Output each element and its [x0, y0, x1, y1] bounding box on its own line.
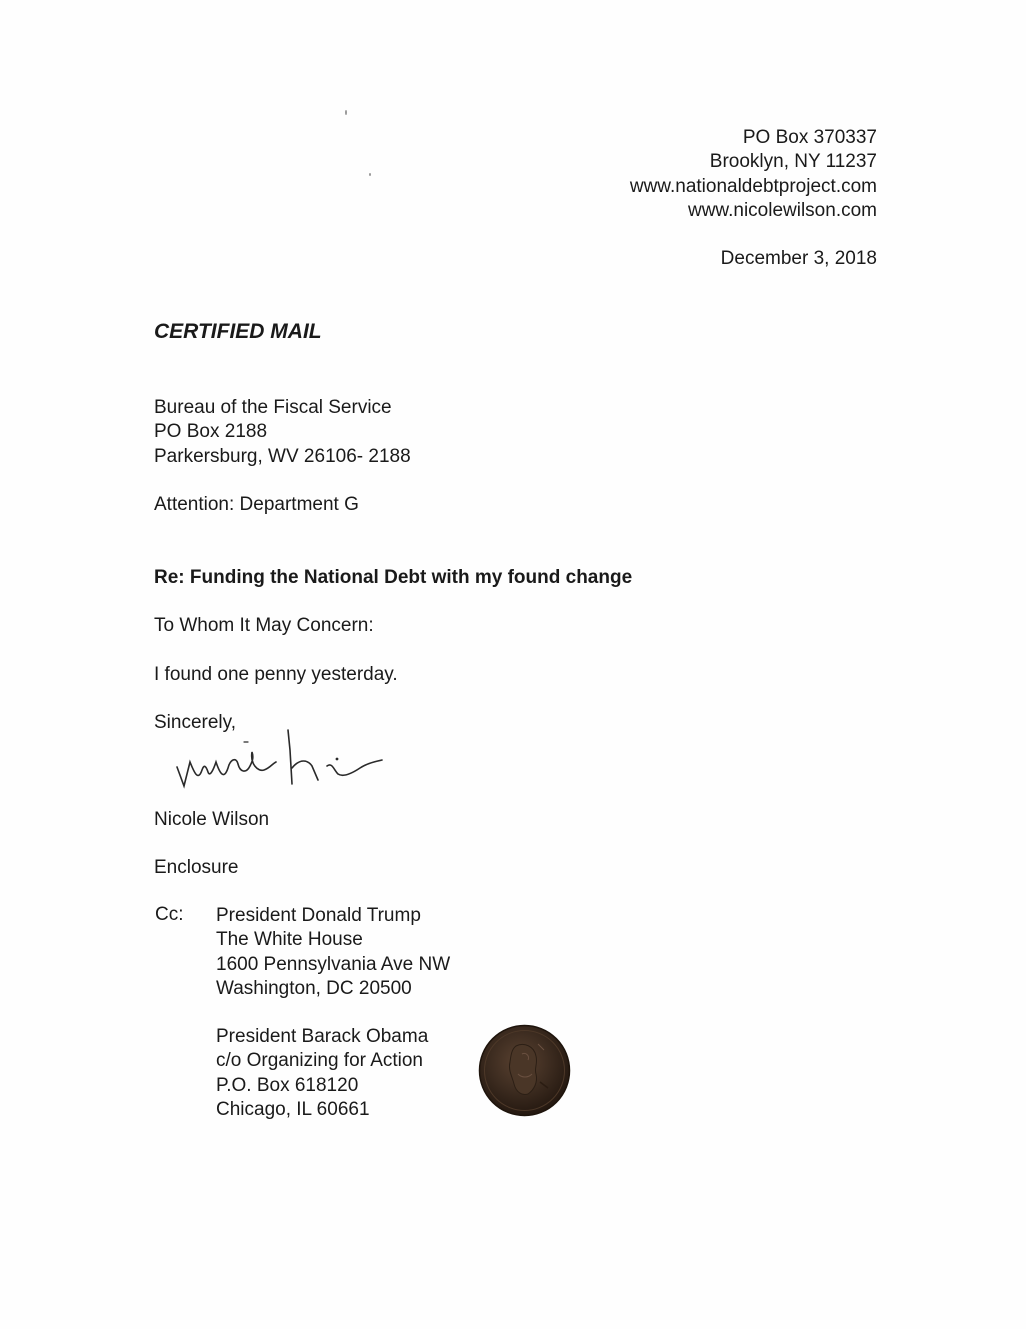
subject-line: Re: Funding the National Debt with my found change [154, 567, 633, 588]
penny-coin-icon [478, 1024, 571, 1117]
cc-recipient-line: 1600 Pennsylvania Ave NW [216, 953, 451, 975]
body-text: I found one penny yesterday. [154, 664, 398, 685]
cc-recipient-line: The White House [216, 929, 363, 951]
sender-po-box: PO Box 370337 [742, 127, 877, 148]
cc-recipient-line: Washington, DC 20500 [216, 977, 412, 999]
sender-website-link[interactable]: www.nicolewilson.com [687, 199, 877, 221]
cc-recipient-line: P.O. Box 618120 [216, 1074, 359, 1096]
signature-icon [172, 722, 402, 802]
mail-type-heading: CERTIFIED MAIL [154, 320, 322, 343]
recipient-name: Bureau of the Fiscal Service [154, 397, 392, 418]
sender-website-link[interactable]: www.nationaldebtproject.com [629, 175, 877, 197]
salutation: To Whom It May Concern: [154, 615, 374, 636]
cc-label: Cc: [155, 904, 184, 925]
cc-recipient-name: President Donald Trump [216, 905, 421, 926]
sender-city: Brooklyn, NY 11237 [709, 151, 877, 173]
sender-address [630, 126, 877, 223]
cc-recipient [216, 1025, 428, 1122]
letter-date: December 3, 2018 [720, 248, 877, 269]
recipient-city: Parkersburg, WV 26106- 2188 [154, 445, 411, 467]
cc-recipient-line: Chicago, IL 60661 [216, 1098, 370, 1120]
recipient-address [154, 396, 411, 469]
closing: Sincerely, [154, 712, 237, 733]
cc-recipient-line: c/o Organizing for Action [216, 1050, 423, 1072]
attention-line: Attention: Department G [154, 494, 359, 515]
cc-recipient [216, 904, 450, 1001]
cc-recipient-name: President Barack Obama [216, 1026, 429, 1047]
scan-speck [345, 110, 347, 115]
recipient-po-box: PO Box 2188 [154, 421, 268, 443]
scan-speck [369, 173, 371, 176]
enclosure-note: Enclosure [154, 857, 239, 878]
sender-name: Nicole Wilson [154, 809, 270, 830]
